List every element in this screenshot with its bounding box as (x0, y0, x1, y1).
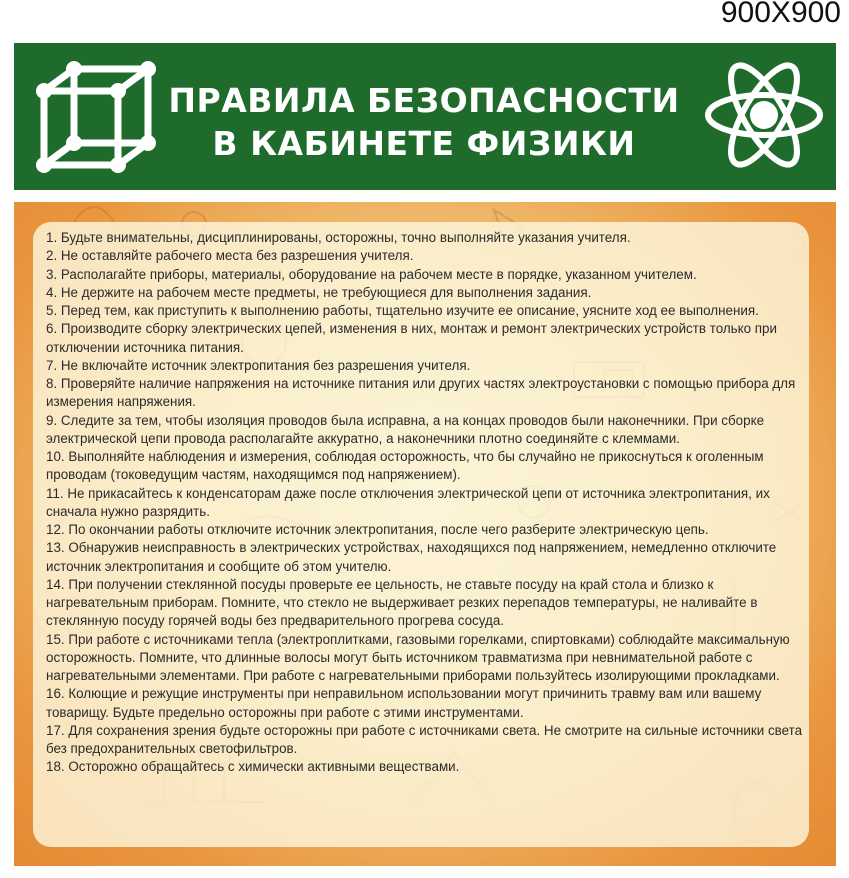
rule-item: 2. Не оставляйте рабочего места без разрешения учителя. (46, 248, 414, 264)
rules-list (46, 229, 806, 777)
rule-item: 13. Обнаружив неисправность в электрических устройствах, находящихся под напряжением, немедленно отключите источник электропитания и сообщите об этом учителю. (46, 540, 777, 574)
title-line-1: ПРАВИЛА БЕЗОПАСНОСТИ (168, 81, 680, 120)
rule-item: 5. Перед тем, как приступить к выполнению работы, тщательно изучите ее описание, уясните ход ее выполнения. (46, 303, 759, 318)
rule-item: 4. Не держите на рабочем месте предметы, не требующиеся для выполнения задания. (46, 284, 592, 300)
rule-item: 11. Не прикасайтесь к конденсаторам даже после отключения электрической цепи от источника электропитания, их сначала нужно разрядить. (46, 485, 770, 519)
rule-item: 14. При получении стеклянной посуды проверьте ее цельность, не ставьте посуду на край стола и близко к нагревательным приборам. Помните, что стекло не выдерживает резких перепадов температуры, не наливайте в стеклянную посуду горячей воды без предварительного прогрева сосуда. (46, 576, 758, 629)
rule-item: 3. Располагайте приборы, материалы, оборудование на рабочем месте в порядке, указанном учителем. (46, 266, 697, 282)
rule-item: 17. Для сохранения зрения будьте осторожны при работе с источниками света. Не смотрите на сильные источники света без предохранительных светофильтров. (46, 722, 803, 756)
rule-item: 9. Следите за тем, чтобы изоляция проводов была исправна, а на концах проводов были наконечники. При сборке электрической цепи провода располагайте аккуратно, а наконечники плотно соединяйте с клеммами. (46, 412, 765, 446)
size-label: 900X900 (720, 0, 841, 29)
rule-item: 15. При работе с источниками тепла (электроплитками, газовыми горелками, спиртовками) соблюдайте максимальную осторожность. Помните, что длинные волосы могут быть источником травматизма при невнимательной работе с нагревательными элементами. При работе с нагревательными приборами пользуйтесь изолирующими прокладками. (46, 631, 790, 683)
rule-item: 16. Колющие и режущие инструменты при неправильном использовании могут причинить травму вам или вашему товарищу. Будьте предельно осторожны при работе с этими инструментами. (46, 686, 762, 720)
rule-item: 10. Выполняйте наблюдения и измерения, соблюдая осторожность, что бы случайно не прикоснуться к оголенным проводам (токоведущим частям, находящимся под напряжением). (46, 449, 764, 483)
title-line-2: В КАБИНЕТЕ ФИЗИКИ (212, 124, 636, 163)
page-title (134, 79, 714, 165)
atom-icon (702, 53, 827, 178)
rule-item: 8. Проверяйте наличие напряжения на источнике питания или других частях электроустановки с помощью прибора для измерения напряжения. (46, 376, 796, 410)
rule-item: 6. Производите сборку электрических цепей, изменения в них, монтаж и ремонт электрических устройств только при отключении источника питания. (46, 321, 777, 355)
rule-item: 1. Будьте внимательны, дисциплинированы, осторожны, точно выполняйте указания учителя. (46, 230, 631, 245)
rule-item: 12. По окончании работы отключите источник электропитания, после чего разберите электрическую цепь. (46, 522, 709, 537)
header-banner (14, 43, 836, 190)
rule-item: 18. Осторожно обращайтесь с химически активными веществами. (46, 759, 460, 775)
rule-item: 7. Не включайте источник электропитания без разрешения учителя. (46, 357, 471, 373)
